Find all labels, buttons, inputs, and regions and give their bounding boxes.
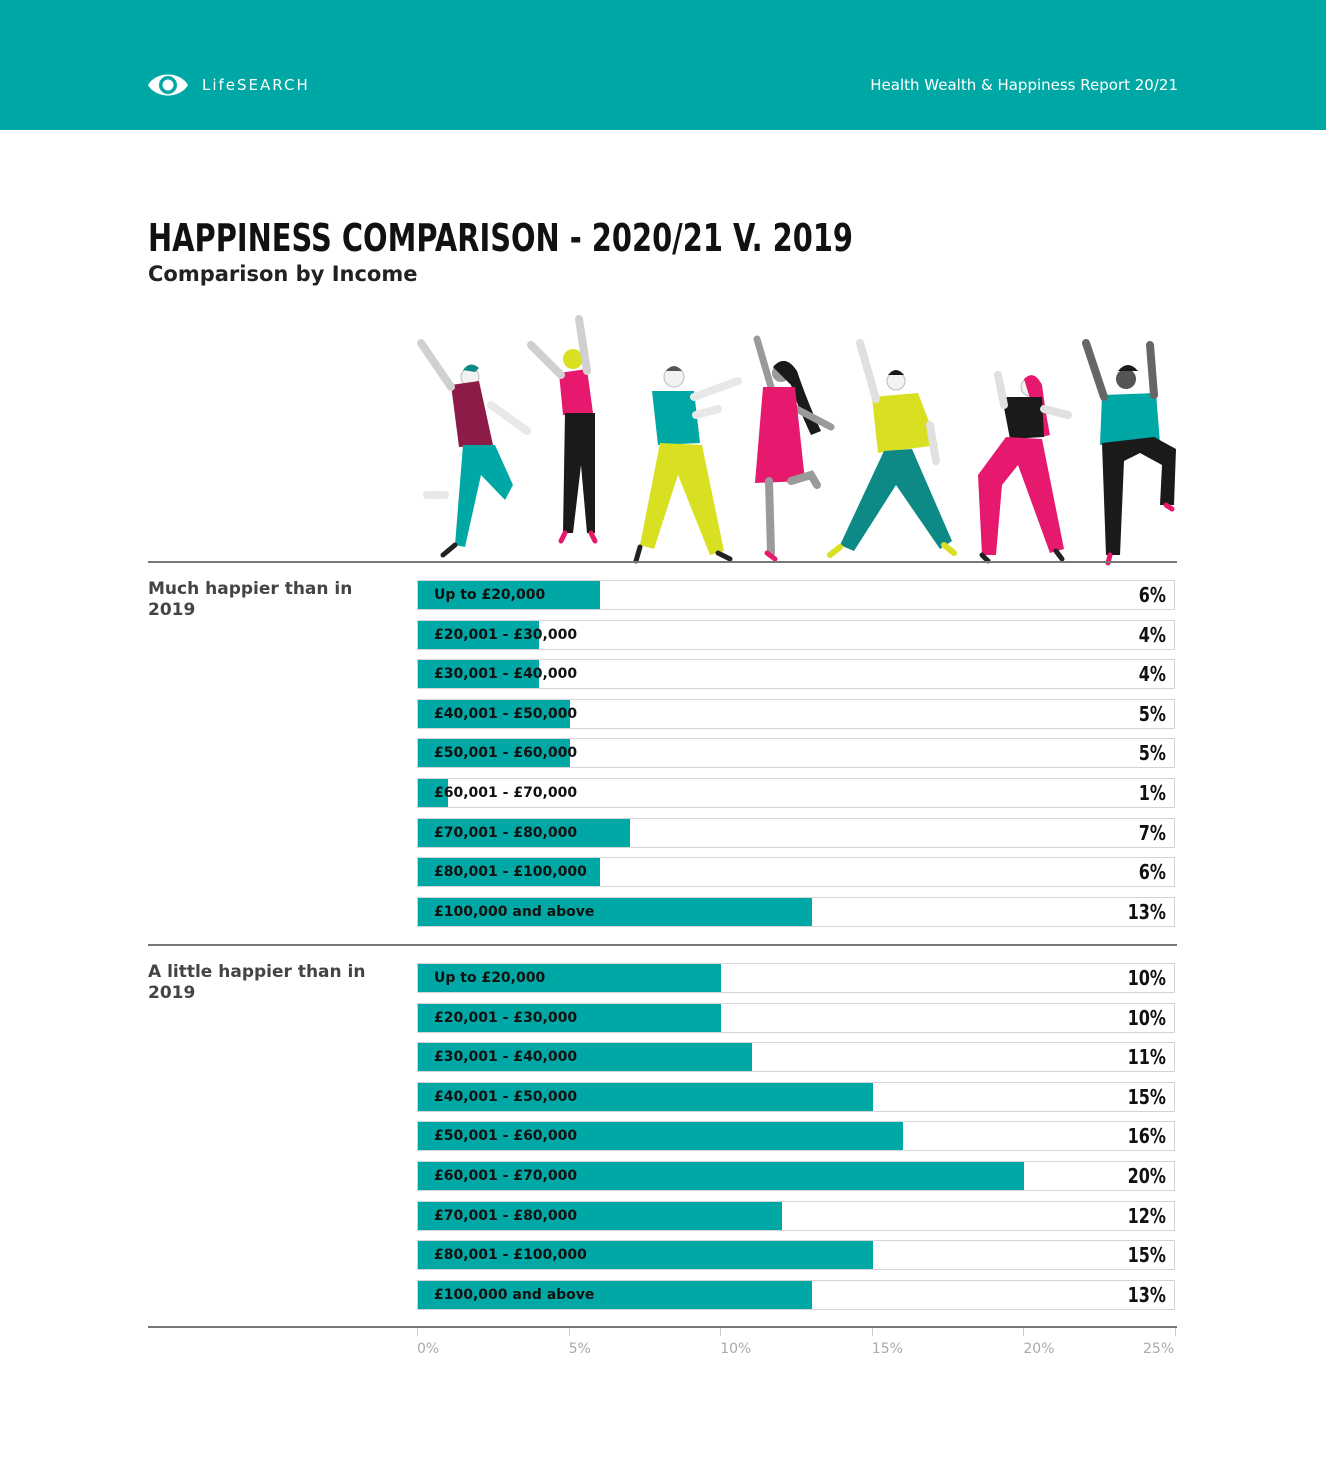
- bar-category-label: £80,001 - £100,000: [434, 864, 587, 881]
- bar-row: [417, 818, 1175, 848]
- bar-row: [417, 1042, 1175, 1072]
- bar-value-label: 20%: [1127, 1164, 1166, 1188]
- bar-row: [417, 897, 1175, 927]
- bar-category-label: Up to £20,000: [434, 970, 546, 986]
- bar-value-label: 12%: [1127, 1203, 1166, 1228]
- bar-category-label: £70,001 - £80,000: [434, 1207, 578, 1224]
- bar-row: [417, 1161, 1175, 1191]
- bar-category-label: £30,001 - £40,000: [434, 666, 578, 683]
- bar-category-label: £60,001 - £70,000: [434, 1168, 578, 1184]
- bar-category-label: £60,001 - £70,000: [434, 785, 578, 801]
- bar-value-label: 15%: [1127, 1243, 1166, 1268]
- bar-row: [417, 1280, 1175, 1310]
- x-axis-tick: [1175, 1328, 1176, 1336]
- illustration-baseline: [148, 561, 1177, 563]
- bar-category-label: £40,001 - £50,000: [434, 705, 578, 722]
- dancer-figure-4: [755, 339, 831, 559]
- bar-value-label: 10%: [1127, 1005, 1166, 1030]
- chart-title: HAPPINESS COMPARISON - 2020/21 V. 2019: [148, 216, 854, 260]
- logo[interactable]: [146, 68, 310, 102]
- x-axis-tick-label: 10%: [720, 1341, 752, 1357]
- bar-row: [417, 580, 1175, 610]
- dancer-figure-7: [1086, 343, 1176, 563]
- bar-category-label: £100,000 and above: [434, 1286, 595, 1303]
- bar-value-label: 4%: [1138, 622, 1166, 647]
- bar-category-label: £50,001 - £60,000: [434, 745, 578, 762]
- eye-logo-icon: [146, 68, 190, 102]
- bar-row: [417, 1003, 1175, 1033]
- bar-category-label: £30,001 - £40,000: [434, 1049, 578, 1066]
- x-axis-tick-label: 25%: [1143, 1341, 1175, 1357]
- x-axis-tick: [1023, 1328, 1024, 1336]
- bar-value-label: 5%: [1138, 741, 1166, 766]
- bar-row: [417, 1082, 1175, 1112]
- bar-category-label: Up to £20,000: [434, 587, 546, 603]
- bar-value-label: 10%: [1127, 966, 1166, 990]
- bar-category-label: £40,001 - £50,000: [434, 1088, 578, 1105]
- bar-value-label: 6%: [1138, 860, 1166, 885]
- x-axis-tick: [569, 1328, 570, 1336]
- dancer-figure-3: [636, 366, 738, 561]
- x-axis-tick: [417, 1328, 418, 1336]
- bar-row: [417, 1240, 1175, 1270]
- group-divider: [148, 944, 1177, 946]
- bar-value-label: 11%: [1127, 1045, 1166, 1070]
- x-axis-tick-label: 5%: [568, 1341, 591, 1357]
- group-label-much-happier: Much happier than in 2019: [148, 579, 353, 620]
- bar-row: [417, 1201, 1175, 1231]
- dancer-figure-6: [978, 375, 1068, 561]
- dancer-figure-2: [531, 319, 595, 541]
- dancing-people-illustration: [400, 305, 1190, 567]
- header-banner: [0, 0, 1326, 130]
- bar-category-label: £20,001 - £30,000: [434, 626, 578, 643]
- x-axis-tick-label: 15%: [871, 1341, 903, 1357]
- bar-category-label: £70,001 - £80,000: [434, 824, 578, 841]
- bar-value-label: 5%: [1138, 701, 1166, 726]
- bar-category-label: £50,001 - £60,000: [434, 1128, 578, 1145]
- report-title: Health Wealth & Happiness Report 20/21: [870, 76, 1178, 94]
- bar-row: [417, 738, 1175, 768]
- bar-row: [417, 1121, 1175, 1151]
- bar-category-label: £80,001 - £100,000: [434, 1247, 587, 1264]
- bar-value-label: 16%: [1127, 1124, 1166, 1149]
- chart-subtitle: Comparison by Income: [148, 262, 418, 286]
- x-axis-tick: [872, 1328, 873, 1336]
- bar-row: [417, 659, 1175, 689]
- dancer-figure-1: [421, 343, 527, 555]
- x-axis-tick: [720, 1328, 721, 1336]
- bar-value-label: 15%: [1127, 1084, 1166, 1109]
- bar-row: [417, 699, 1175, 729]
- dancer-figure-5: [830, 343, 954, 555]
- bar-category-label: £100,000 and above: [434, 903, 595, 920]
- x-axis-tick-label: 0%: [417, 1341, 440, 1357]
- bar-row: [417, 778, 1175, 808]
- bar-value-label: 1%: [1138, 781, 1166, 805]
- group-label-little-happier: A little happier than in 2019: [148, 962, 366, 1003]
- bar-value-label: 13%: [1127, 1282, 1166, 1307]
- x-axis-tick-label: 20%: [1023, 1341, 1055, 1357]
- bar-row: [417, 963, 1175, 993]
- logo-text: LifeSEARCH: [202, 76, 310, 94]
- bar-value-label: 6%: [1138, 583, 1166, 607]
- bar-value-label: 7%: [1138, 820, 1166, 845]
- bar-row: [417, 857, 1175, 887]
- bar-category-label: £20,001 - £30,000: [434, 1009, 578, 1026]
- bar-value-label: 4%: [1138, 662, 1166, 687]
- bar-value-label: 13%: [1127, 899, 1166, 924]
- bar-row: [417, 620, 1175, 650]
